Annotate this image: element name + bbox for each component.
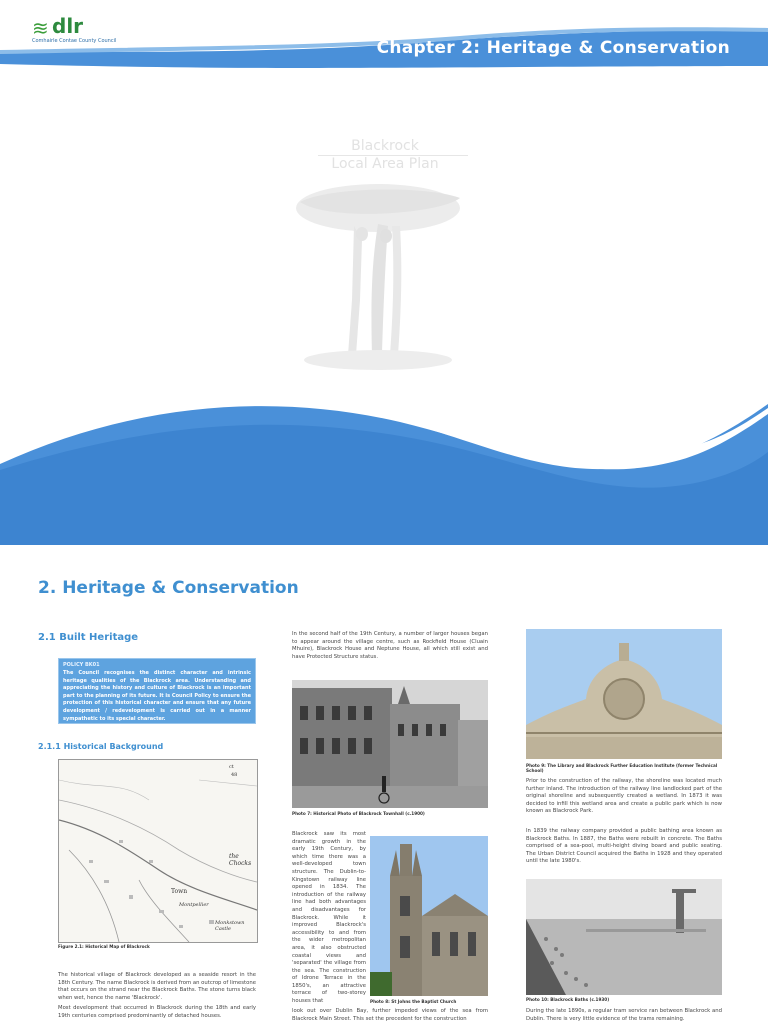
photo-caption: Photo 10: Blackrock Baths (c.1930) [526,997,610,1002]
subsubsection-heading: 2.1.1 Historical Background [38,742,164,751]
map-drawing [59,760,257,942]
photo-church [370,836,488,996]
photo-caption: Photo 7: Historical Photo of Blackrock Townhall (c.1900) [292,811,425,816]
cover-title-line2: Local Area Plan [331,156,439,172]
historical-map [58,759,258,943]
baths-image [526,879,722,995]
map-label: ct [229,764,234,770]
map-label: Monkstown Castle [215,920,245,932]
paragraph: Blackrock saw its most dramatic growth in the early 19th Century, by which time there was a well-developed town structure. The Dublin-to-Kingstown railway line opened in 1834. The introduction of the railway line had both advantages and disadvantages for Blackrock. While it improved Blackrock's accessibility to and from the wider metropolitan area, it also obstructed coastal views and 'separated' the village from the sea. The construction of Idrone Terrace in the 1850's, an attractive terrace of two-storey houses that [292,831,366,1005]
logo-word: dlr [52,14,84,38]
map-label: Town [171,888,188,895]
sculpture-illustration [290,180,480,380]
townhall-image [292,680,488,808]
paragraph: Most development that occurred in Blackrock during the 18th and early 19th centuries comprised predominantly of detached houses. [58,1005,256,1019]
paragraph: In the second half of the 19th Century, a number of larger houses began to appear around the village centre, such as Rockfield House (Cluain Mhuire), Blackrock House and Neptune House, all which still exist and have Protected Structure status. [292,631,488,660]
chapter-title: Chapter 2: Heritage & Conservation [376,38,730,58]
paragraph: The historical village of Blackrock developed as a seaside resort in the 18th Century. The name Blackrock is derived from an outcrop of limestone that occurs on the strand near the Blackrock Baths. The stone turns black when wet, hence the name 'Blackrock'. [58,972,256,1001]
photo-caption: Photo 8: St Johns the Baptist Church [370,999,457,1004]
paragraph: Prior to the construction of the railway, the shoreline was located much further inland. The introduction of the railway line landlocked part of the original shoreline and subsequently created a wetland. In 1873 it was decided to infill this wetland area and create a public park which is now known as Blackrock Park. [526,778,722,815]
paragraph: look out over Dublin Bay, further impeded views of the sea from Blackrock Main Street. This set the precedent for the construction [292,1008,488,1022]
photo-caption: Photo 9: The Library and Blackrock Further Education Institute (former Technical School) [526,763,718,773]
figure-caption: Figure 2.1: Historical Map of Blackrock [58,944,150,949]
cover-swoosh [0,380,768,545]
church-image [370,836,488,996]
policy-text: The Council recognises the distinct character and intrinsic heritage qualities of the Blackrock area. Understanding and appreciating the history and culture of Blackrock is an important part to the planning of its future. It is Council Policy to ensure the protection of this historical character and ensure that any future development / redevelopment is carried out in a manner sympathetic to its special character. [63,670,251,722]
library-image [526,629,722,759]
map-label: Montpellier [179,902,209,908]
photo-baths [526,879,722,995]
logo-subtitle: Comhairle Contae County Council [32,38,117,44]
map-label: the Chocks [229,853,252,867]
content-page [0,545,768,1024]
paragraph: In 1839 the railway company provided a public bathing area known as Blackrock Baths. In 1887, the Baths were rebuilt in concrete. The Baths comprised of a sea-pool, multi-height diving board and public seating. The Urban District Council acquired the Baths in 1928 and they operated until the late 1980's. [526,828,722,865]
dlr-logo [32,14,117,50]
subsection-heading: 2.1 Built Heritage [38,632,139,643]
policy-box [58,658,256,724]
map-label: 48 [231,772,238,778]
dlr-wave-icon: ≋ [32,16,49,40]
photo-library [526,629,722,759]
photo-townhall [292,680,488,808]
cover-title-line1: Blackrock [351,138,419,154]
policy-title: POLICY BK01 [63,662,100,668]
paragraph: During the late 1890s, a regular tram service ran between Blackrock and Dublin. There is very little evidence of the trams remaining. [526,1008,722,1022]
section-heading: 2. Heritage & Conservation [38,578,299,598]
